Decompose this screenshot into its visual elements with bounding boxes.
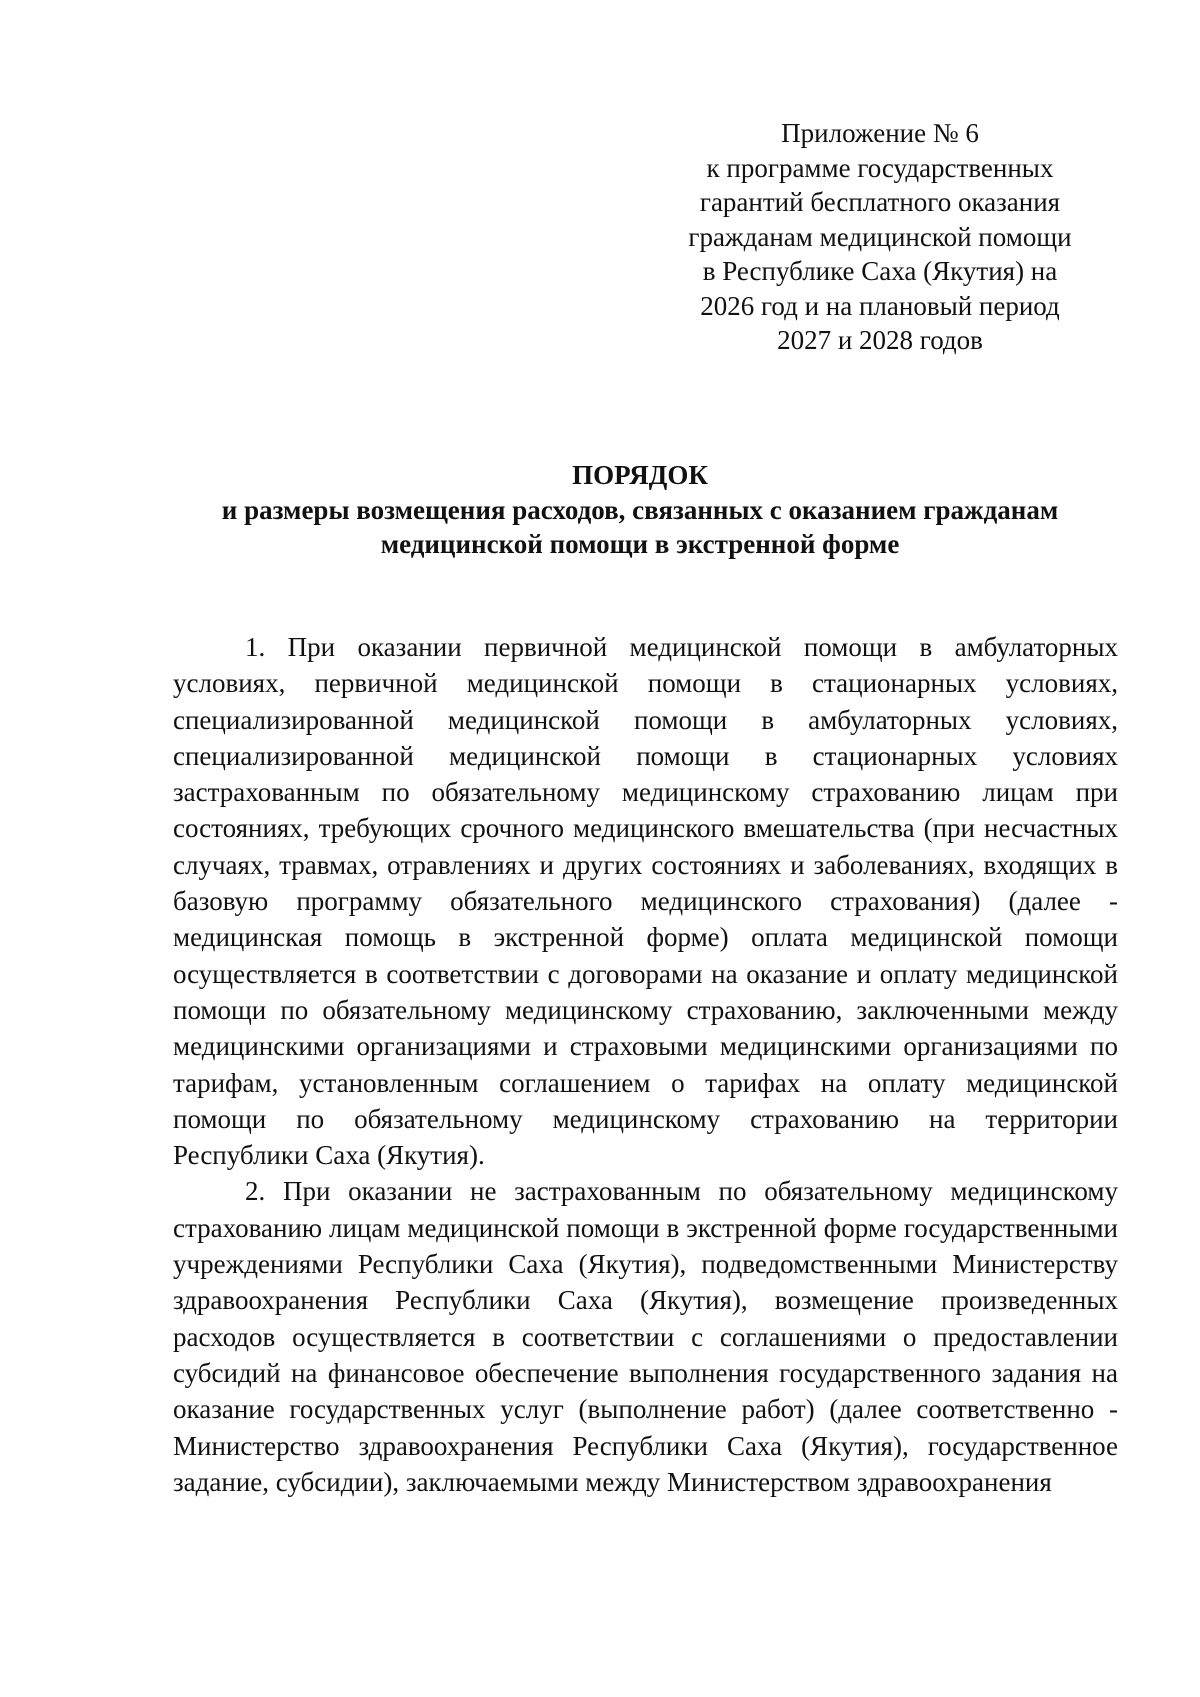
document-title	[170, 458, 1110, 562]
paragraph-2: 2. При оказании не застрахованным по обязательному медицинскому страхованию лицам медицинской помощи в экстренной форме государственными учреждениями Республики Саха (Якутия), подведомственными Министерству здравоохранения Республики Саха (Якутия), возмещение произведенных расходов осуществляется в соответствии с соглашениями о предоставлении субсидий на финансовое обеспечение выполнения государственного задания на оказание государственных услуг (выполнение работ) (далее соответственно - Министерство здравоохранения Республики Саха (Якутия), государственное задание, субсидии), заключаемыми между Министерством здравоохранения	[173, 1176, 1118, 1497]
appendix-line: в Республике Саха (Якутия) на	[702, 256, 1058, 286]
appendix-line: к программе государственных	[706, 152, 1054, 183]
appendix-line: 2027 и 2028 годов	[777, 325, 983, 355]
paragraph-1: 1. При оказании первичной медицинской помощи в амбулаторных условиях, первичной медицинской помощи в стационарных условиях, специализированной медицинской помощи в амбулаторных условиях, специализированной медицинской помощи в стационарных условиях застрахованным по обязательному медицинскому страхованию лицам при состояниях, требующих срочного медицинского вмешательства (при несчастных случаях, травмах, отравлениях и других состояниях и заболеваниях, входящих в базовую программу обязательного медицинского страхования) (далее - медицинская помощь в экстренной форме) оплата медицинской помощи осуществляется в соответствии с договорами на оказание и оплату медицинской помощи по обязательному медицинскому страхованию, заключенными между медицинскими организациями и страховыми медицинскими организациями по тарифам, установленным соглашением о тарифах на оплату медицинской помощи по обязательному медицинскому страхованию на территории Республики Саха (Якутия).	[173, 632, 1118, 1171]
appendix-line: гражданам медицинской помощи	[688, 221, 1072, 252]
appendix-line: Приложение № 6	[781, 118, 979, 148]
appendix-header	[660, 116, 1100, 358]
title-subtitle-line: медицинской помощи в экстренной форме	[380, 529, 900, 559]
appendix-line: гарантий бесплатного оказания	[699, 187, 1061, 217]
appendix-line: 2026 год и на плановый период	[700, 290, 1060, 321]
title-heading: ПОРЯДОК	[572, 460, 708, 490]
title-subtitle-line: и размеры возмещения расходов, связанных с оказанием гражданам	[221, 494, 1059, 525]
document-body	[173, 629, 1118, 1500]
